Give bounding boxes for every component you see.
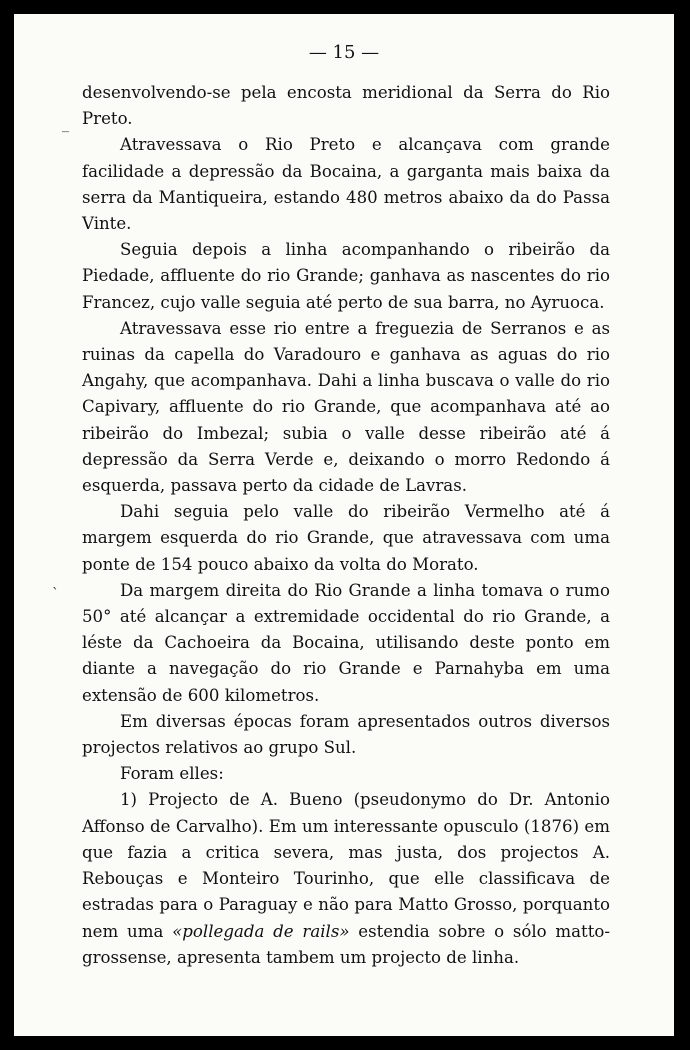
paragraph: Seguia depois a linha acompanhando o ribeirão da Piedade, affluente do rio Grande; ganhava as nascentes do rio Francez, cujo valle seguia até perto de sua barra, no Ayruoca. [82,240,610,312]
margin-mark: _ [62,117,69,133]
paragraph-project [82,787,610,970]
paragraph: Em diversas épocas foram apresentados outros diversos projectos relativos ao grupo Sul. [82,711,610,758]
body-text [82,80,610,971]
paragraph: Foram elles: [120,764,224,784]
margin-mark: ` [52,586,59,602]
paragraph: Atravessava esse rio entre a freguezia de Serranos e as ruinas da capella do Varadouro e ganhava as aguas do rio Angahy, que acompanhava. Dahi a linha buscava o valle do rio Capivary, affluente do rio Grande, que acompanhava até ao ribeirão do Imbezal; subia o valle desse ribeirão até á depressão da Serra Verde e, deixando o morro Redondo á esquerda, passava perto da cidade de Lavras. [82,318,610,496]
paragraph: Dahi seguia pelo valle do ribeirão Vermelho até á margem esquerda do rio Grande, que atravessava com uma ponte de 154 pouco abaixo da volta do Morato. [82,502,610,574]
paragraph-text: 1) Projecto de A. Bueno (pseudonymo do Dr. Antonio Affonso de Carvalho). Em um interessante opusculo (1876) em que fazia a critica severa, mas justa, dos projectos A. Rebouças e Monteiro Tourinho, que elle classificava de estradas para o Paraguay e não para Matto Grosso, porquanto nem uma [82,790,610,941]
italic-phrase: «pollegada de rails» [172,921,350,941]
paragraph: Atravessava o Rio Preto e alcançava com grande facilidade a depressão da Bocaina, a garganta mais baixa da serra da Mantiqueira, estando 480 metros abaixo da do Passa Vinte. [82,135,610,234]
paragraph-text: estendia sobre o sólo matto-grossense, apresenta tambem um projecto de linha. [82,921,610,967]
paragraph: desenvolvendo-se pela encosta meridional da Serra do Rio Preto. [82,83,610,129]
paragraph: Da margem direita do Rio Grande a linha tomava o rumo 50° até alcançar a extremidade occidental do rio Grande, a léste da Cachoeira da Bocaina, utilisando deste ponto em diante a navegação do rio Grande e Parnahyba em uma extensão de 600 kilometros. [82,580,610,705]
page-number: — 15 — [308,42,380,63]
book-page [14,14,674,1036]
